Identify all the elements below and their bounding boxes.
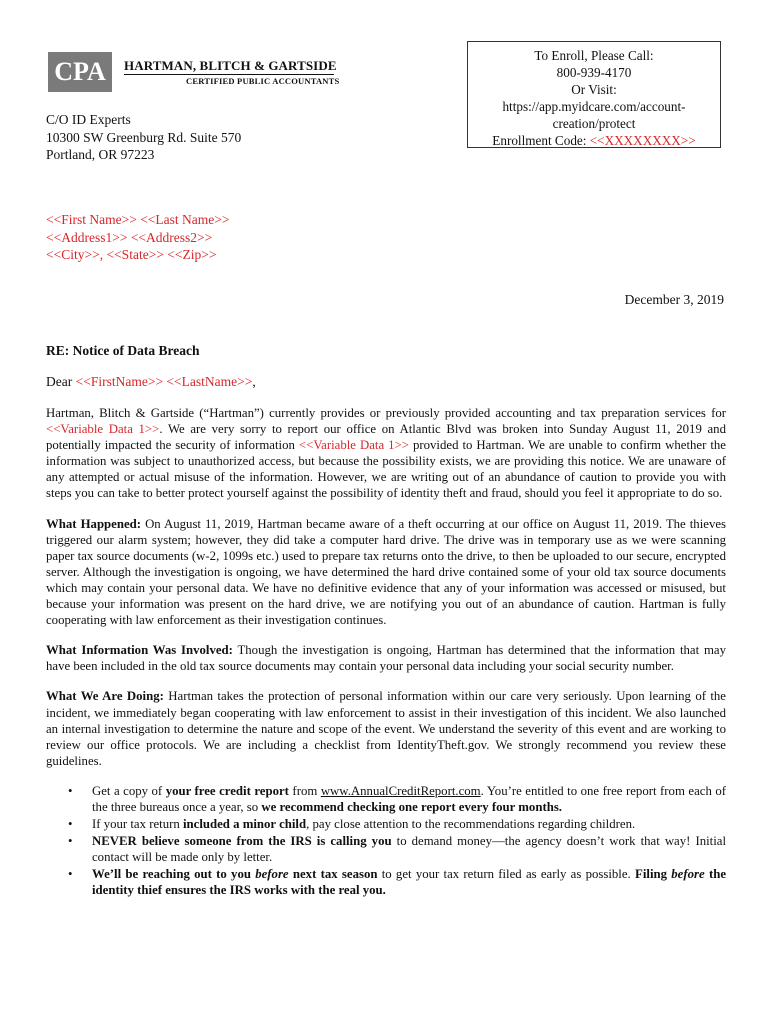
salutation-prefix: Dear	[46, 374, 76, 389]
list-item	[46, 833, 726, 865]
what-doing-paragraph	[46, 688, 726, 768]
list-item	[46, 816, 726, 832]
cpa-logo-box: CPA	[48, 52, 112, 92]
what-happened-text: On August 11, 2019, Hartman became aware of a theft occurring at our office on August 11, 2019. The thieves triggered our alarm system; however, they did take a computer hard drive. The drive was in temporary use as we were scanning paper tax source documents (w-2, 1099s etc.) used to prepare tax returns onto the drive, to then be uploaded to our secure, encrypted server. Although the investigation is ongoing, we have determined the hard drive contained some of your old tax source documents which may contain your personal data. We have no definitive evidence that any of your information was accessed or misused, but because your information was present on the hard drive, we are notifying you out of an abundance of caution. Hartman is fully cooperating with law enforcement as their investigation continues.	[46, 516, 726, 628]
bullet-icon: •	[68, 817, 73, 832]
recipient-line3: <<City>>, <<State>> <<Zip>>	[46, 247, 217, 262]
firm-name-divider	[124, 74, 334, 75]
recipient-address	[46, 211, 230, 264]
bullet-icon: •	[68, 867, 73, 882]
bullet2-text-a: If your tax return	[92, 817, 183, 832]
what-info-paragraph	[46, 642, 726, 674]
sender-address	[46, 111, 241, 164]
bullet2-text-b: , pay close attention to the recommendations regarding children.	[306, 817, 636, 832]
letterhead-logo	[48, 48, 348, 100]
bullet4-bolditalic-b: before	[671, 867, 705, 882]
bullet4-text: to get your tax return filed as early as possible.	[377, 867, 636, 882]
letter-body	[46, 405, 726, 900]
bullet2-bold: included a minor child	[182, 817, 307, 832]
bullet3-text: to demand money—the agency doesn’t work that way! Initial contact will be made only by letter.	[92, 834, 727, 865]
list-item	[46, 783, 726, 815]
recipient-line2: <<Address1>> <<Address2>>	[46, 229, 213, 245]
firm-name: HARTMAN, BLITCH & GARTSIDE	[124, 58, 337, 73]
intro-text-1: Hartman, Blitch & Gartside (“Hartman”) currently provides or previously provided accounting and tax preparation services for	[46, 406, 726, 420]
annual-credit-report-link[interactable]: www.AnnualCreditReport.com	[320, 783, 481, 798]
bullet4-bold-a: We’ll be reaching out to you	[92, 867, 256, 882]
list-item	[46, 866, 726, 898]
what-happened-paragraph	[46, 516, 726, 629]
enrollment-code-value: <<XXXXXXXX>>	[589, 133, 696, 148]
intro-text-3: provided to Hartman. We are unable to confirm whether the information was subject to unauthorized access, but because the possibility exists, we are providing this notice. We are unaware of any attempted or actual misuse of the information. However, we are writing out of an abundance of caution to provide you with steps you can take to better protect yourself against the possibility of identity theft and fraud, should you feel it appropriate to do so.	[46, 438, 726, 501]
sender-line2: 10300 SW Greenburg Rd. Suite 570	[46, 129, 242, 145]
enrollment-info-box	[467, 41, 721, 148]
bullet4-bold-d: the identity thief ensures the IRS works with the real you.	[92, 867, 727, 898]
bullet1-text-b: from	[288, 783, 321, 798]
salutation-name: <<FirstName>> <<LastName>>	[75, 374, 253, 389]
what-doing-text: Hartman takes the protection of personal information within our care very seriously. Upon learning of the incident, we immediately began cooperating with law enforcement to assist in their investigation of this incident. We also launched an internal investigation to determine the nature and scope of the event. We understand the severity of this event and are working to review our office protocols. We are including a checklist from IdentityTheft.gov. We strongly recommend you review these guidelines.	[46, 689, 726, 768]
letter-date: December 3, 2019	[624, 292, 724, 307]
recipient-line1: <<First Name>> <<Last Name>>	[46, 212, 230, 227]
intro-variable-1: <<Variable Data 1>>	[46, 422, 160, 437]
sender-line3: Portland, OR 97223	[46, 147, 155, 162]
bullet1-bold-a: your free credit report	[165, 783, 289, 798]
bullet4-bold-c: Filing	[635, 867, 672, 882]
bullet4-bolditalic-a: before	[255, 867, 289, 882]
what-doing-heading: What We Are Doing:	[46, 689, 164, 704]
firm-subtitle: CERTIFIED PUBLIC ACCOUNTANTS	[186, 76, 340, 86]
salutation-suffix: ,	[252, 374, 256, 389]
subject-line: RE: Notice of Data Breach	[46, 343, 200, 358]
salutation	[46, 374, 256, 390]
bullet1-text-c: . You’re entitled to one free report from each of the three bureaus once a year, so	[92, 783, 726, 814]
bullet3-bold: NEVER believe someone from the IRS is calling you	[92, 834, 392, 849]
intro-variable-2: <<Variable Data 1>>	[298, 438, 409, 453]
what-info-text: Though the investigation is ongoing, Hartman has determined that the information that may have been included in the old tax source documents may contain your personal data including your social security number.	[46, 643, 726, 674]
bullet4-bold-b: next tax season	[288, 867, 378, 882]
intro-paragraph	[46, 405, 726, 502]
bullet1-bold-b: we recommend checking one report every four months.	[261, 799, 563, 814]
intro-text-2: . We are very sorry to report our office on Atlantic Blvd was broken into Sunday August 11, 2019 and potentially impacted the security of information	[46, 422, 726, 453]
enrollment-code-label: Enrollment Code:	[492, 133, 590, 148]
enrollment-code-line	[468, 132, 720, 149]
what-happened-heading: What Happened:	[46, 516, 142, 531]
bullet-icon: •	[68, 834, 73, 849]
recommendation-list	[46, 783, 726, 899]
sender-line1: C/O ID Experts	[46, 112, 131, 127]
enroll-phone: 800-939-4170	[556, 65, 632, 80]
bullet1-text-a: Get a copy of	[92, 783, 166, 798]
bullet-icon: •	[68, 783, 73, 798]
enroll-call-label: To Enroll, Please Call:	[534, 48, 654, 63]
enroll-visit-label: Or Visit:	[571, 82, 617, 97]
enroll-url-line1[interactable]: https://app.myidcare.com/account-	[502, 99, 686, 114]
what-info-heading: What Information Was Involved:	[46, 643, 233, 658]
enroll-url-line2[interactable]: creation/protect	[552, 116, 636, 131]
